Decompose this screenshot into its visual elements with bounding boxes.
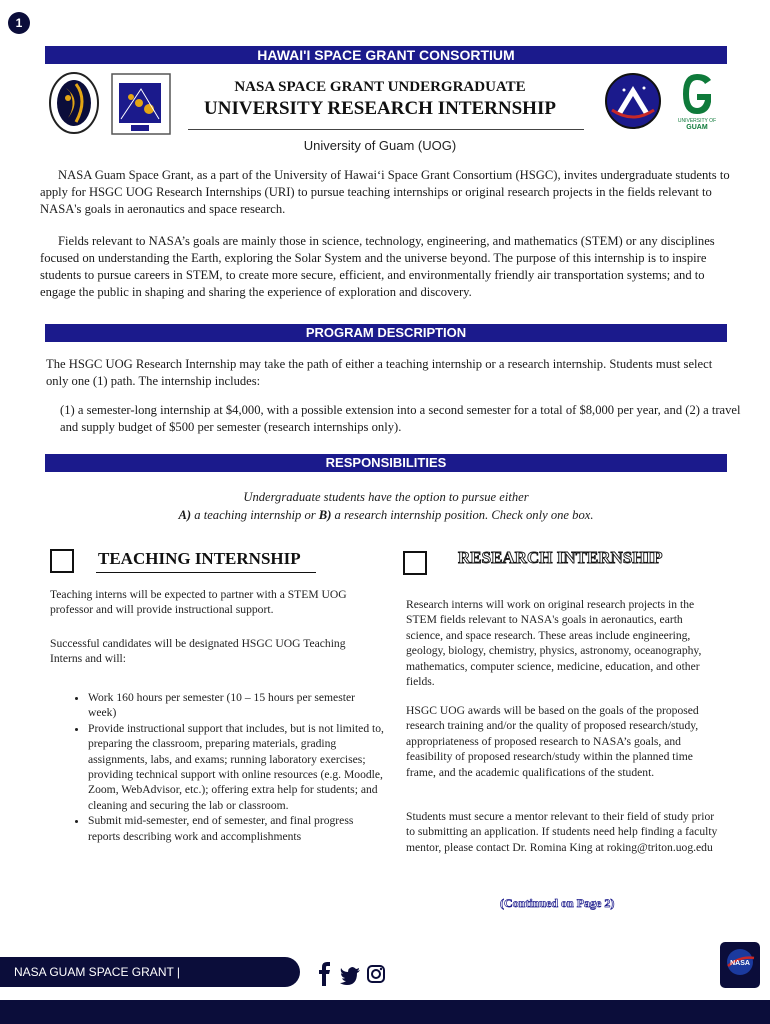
program-title-line1: NASA SPACE GRANT UNDERGRADUATE — [234, 79, 526, 95]
list-item: • Submit mid-semester, end of semester, and final progress reports describing work and accomplishments — [88, 813, 384, 844]
program-description-header: PROGRAM DESCRIPTION — [45, 324, 727, 342]
twitter-icon[interactable] — [340, 962, 360, 986]
svg-text:NASA: NASA — [730, 960, 750, 967]
program-paragraph-1: The HSGC UOG Research Internship may take the path of either a teaching internship or a research internship. Students must select only one (1) path. The internship includes: — [46, 357, 713, 388]
teaching-duties-list — [56, 690, 384, 844]
responsibilities-intro-line1: Undergraduate students have the option to pursue either — [243, 490, 529, 504]
list-item: • Provide instructional support that includes, but is not limited to, preparing the classroom, preparing materials, grading assignments, labs, and exams; running laboratory exercises; providing technical support with online resources (e.g. Moodle, Zoom, WebAdvisor, etc.); offering extra help for students; and cleaning and securing the lab or classroom. — [88, 721, 384, 813]
nasa-badge — [720, 942, 760, 988]
option-a-label: A) — [178, 508, 192, 522]
research-internship-title: RESEARCH INTERNSHIP — [458, 548, 663, 567]
consortium-header-bar: HAWAI'I SPACE GRANT CONSORTIUM — [45, 46, 727, 64]
guam-space-grant-logo — [604, 72, 662, 130]
list-item: • Work 160 hours per semester (10 – 15 hours per semester week) — [88, 690, 384, 721]
university-subtitle: University of Guam (UOG) — [303, 138, 457, 153]
title-divider — [188, 129, 584, 130]
responsibilities-intro — [45, 488, 727, 524]
program-title-line2: UNIVERSITY RESEARCH INTERNSHIP — [204, 98, 556, 119]
option-b-label: B) — [318, 508, 332, 522]
teaching-paragraph-2: Successful candidates will be designated HSGC UOG Teaching Interns and will: — [50, 637, 346, 666]
research-internship-checkbox[interactable] — [403, 551, 427, 575]
svg-text:GUAM: GUAM — [686, 124, 708, 130]
footer-tagline — [0, 957, 300, 987]
teaching-internship-checkbox[interactable] — [50, 549, 74, 573]
teaching-title-underline — [96, 572, 316, 573]
space-grant-seal-logo — [46, 70, 102, 136]
uog-logo-caption: UNIVERSITY OF — [677, 118, 717, 124]
facebook-icon[interactable] — [318, 962, 332, 986]
intro-paragraph-2: Fields relevant to NASA’s goals are mainly those in science, technology, engineering, and mathematics (STEM) or any disciplines focused on understanding the Earth, exploring the Solar System and the universe beyond. The purpose of this internship is to inspire students to pursue careers in STEM, to create more secure, efficient, and environmentally friendly air transportation systems; and to engage the public in shaping and sharing the experience of exploration and discovery. — [40, 234, 715, 299]
uog-logo — [677, 70, 717, 130]
continued-note: (Continued on Page 2) — [500, 896, 615, 910]
hsgc-logo — [111, 73, 171, 135]
teaching-paragraph-1: Teaching interns will be expected to partner with a STEM UOG professor and will provide instructional support. — [50, 588, 347, 617]
footer-band — [0, 1000, 770, 1024]
instagram-icon[interactable] — [366, 962, 386, 986]
option-a-text: a teaching internship or — [191, 508, 319, 522]
responsibilities-header: RESPONSIBILITIES — [45, 454, 727, 472]
option-b-text: a research internship position. Check only one box. — [331, 508, 594, 522]
program-paragraph-2: (1) a semester-long internship at $4,000, with a possible extension into a second semester for a total of $8,000 per year, and (2) a travel and supply budget of $500 per semester (research internships only). — [60, 403, 741, 434]
teaching-internship-title: TEACHING INTERNSHIP — [98, 549, 301, 568]
intro-paragraph-1: NASA Guam Space Grant, as a part of the University of Hawai‘i Space Grant Consortium (HSGC), invites undergraduate students to apply for HSGC UOG Research Internships (URI) to pursue teaching internships or original research projects in the fields relevant to NASA's goals in aeronautics and space research. — [40, 168, 730, 216]
research-paragraph-1: Research interns will work on original research projects in the STEM fields relevant to NASA's goals in aeronautics, earth science, and space research. These areas include engineering, geology, biology, chemistry, physics, astronomy, oceanography, mathematics, computer science, medicine, education, and other fields. — [406, 598, 702, 689]
footer-tag-left: NASA GUAM SPACE GRANT | — [14, 965, 181, 979]
page-number-badge: 1 — [8, 12, 30, 34]
research-paragraph-2: HSGC UOG awards will be based on the goals of the proposed research training and/or the quality of proposed research/study, appropriateness of proposed research to NASA’s goals, and feasibility of proposed research/study within the planned time frame, and the academic qualifications of the student. — [406, 704, 699, 779]
research-paragraph-3: Students must secure a mentor relevant to their field of study prior to submitting an application. If students need help finding a faculty mentor, please contact Dr. Romina King at roking@triton.uog.edu — [406, 810, 718, 854]
nasa-meatball-icon — [720, 942, 760, 988]
